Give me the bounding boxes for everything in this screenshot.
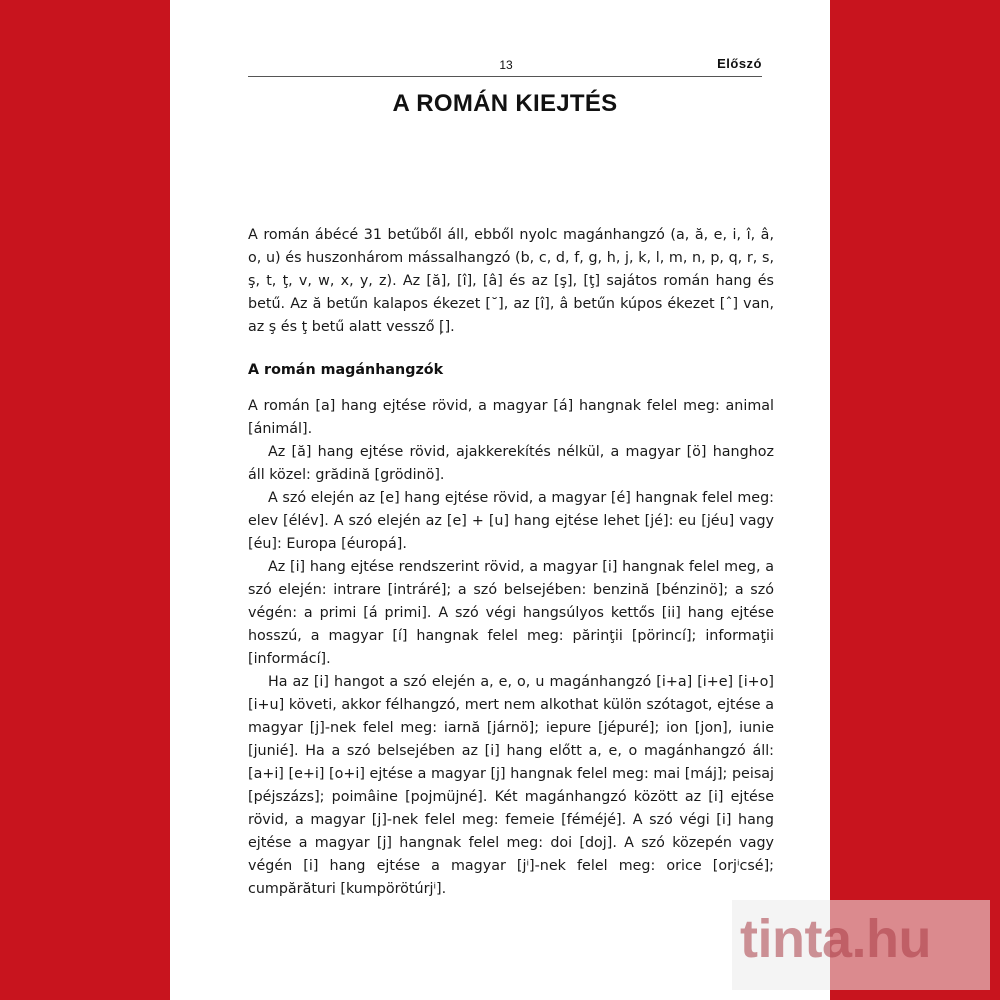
vowels-section	[248, 395, 774, 901]
intro-paragraph	[248, 224, 774, 339]
page-title: A ROMÁN KIEJTÉS	[392, 90, 618, 117]
intro-text: A román ábécé 31 betűből áll, ebből nyolc magánhangzó (a, ă, e, i, î, â, o, u) és huszonhárom mássalhangzó (b, c, d, f, g, h, j, k, l, m, n, p, q, r, s, ş, t, ţ, v, w, x, y, z). Az [ă], [î], [â] és az [ş], [ţ] sajátos román hang és betű. Az ă betűn kalapos ékezet [˘], az [î], â betűn kúpos ékezet [ˆ] van, az ş és ţ betű alatt vessző [̦].	[248, 227, 774, 335]
book-page	[170, 0, 830, 1000]
page-number: 13	[499, 58, 513, 72]
paragraph-i-semivowel: Ha az [i] hangot a szó elején a, e, o, u magánhangzó [i+a] [i+e] [i+o] [i+u] követi, akkor félhangzó, mert nem alkothat külön szótagot, ejtése a magyar [j]-nek felel meg: iarnă [járnö]; iepure [jépuré]; ion [jon], iunie [junié]. Ha a szó belsejében az [i] hang előtt a, e, o magánhangzó áll: [a+i] [e+i] [o+i] ejtése a magyar [j] hangnak felel meg: mai [máj]; peisaj [péjszázs]; poimâine [pojmüjné]. Két magánhangzó között az [i] ejtése rövid, a magyar [j]-nek felel meg: femeie [féméjé]. A szó végi [i] hang ejtése a magyar [j] hangnak felel meg: doi [doj]. A szó közepén vagy végén [i] hang ejtése a magyar [jⁱ]-nek felel meg: orice [orjⁱcsé]; cumpărături [kumpörötúrjⁱ].	[248, 674, 774, 897]
running-head: Előszó	[717, 56, 762, 71]
paragraph-i: Az [i] hang ejtése rendszerint rövid, a magyar [i] hangnak felel meg, a szó elején: intrare [intráré]; a szó belsejében: benzină [bénzinö]; a szó végén: a primi [á primi]. A szó végi hangsúlyos kettős [ii] hang ejtése hosszú, a magyar [í] hangnak felel meg: părinţii [pörincí]; informaţii [informácí].	[248, 559, 774, 667]
paragraph-a-breve: Az [ă] hang ejtése rövid, ajakkerekítés nélkül, a magyar [ö] hanghoz áll közel: grădină [grödinö].	[248, 444, 774, 483]
watermark-logo: tinta.hu	[740, 909, 931, 969]
paragraph-a: A román [a] hang ejtése rövid, a magyar [á] hangnak felel meg: animal [ánimál].	[248, 398, 774, 437]
section-heading: A román magánhangzók	[248, 362, 444, 378]
page-header	[248, 56, 762, 77]
paragraph-e: A szó elején az [e] hang ejtése rövid, a magyar [é] hangnak felel meg: elev [élév]. A szó elején az [e] + [u] hang ejtése lehet [jé]: eu [jéu] vagy [éu]: Europa [éuropá].	[248, 490, 774, 552]
